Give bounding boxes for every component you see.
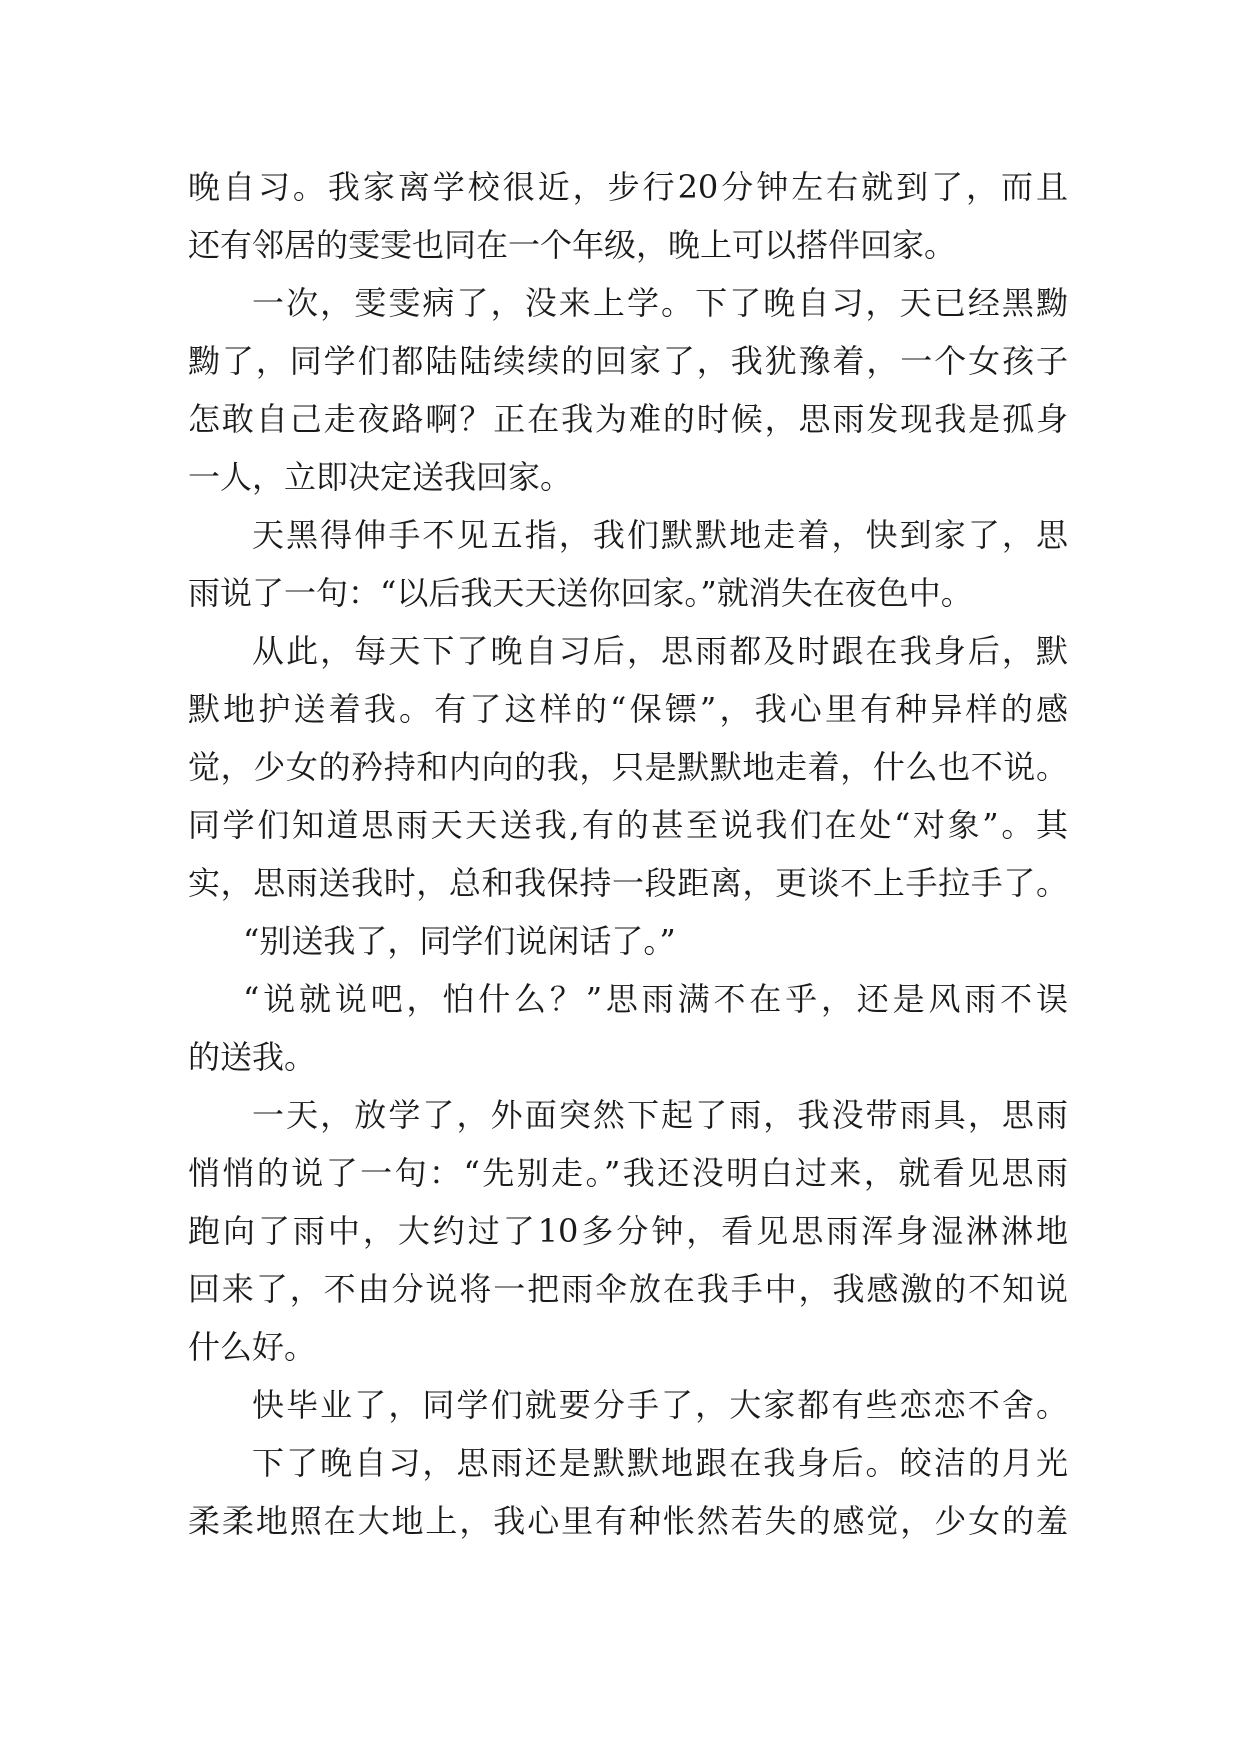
text-line: 还有邻居的雯雯也同在一个年级，晚上可以搭伴回家。 (188, 226, 957, 264)
text-line: 回来了，不由分说将一把雨伞放在我手中，我感激的不知说 (188, 1270, 1068, 1308)
text-line: 柔柔地照在大地上，我心里有种怅然若失的感觉，少女的羞 (188, 1502, 1068, 1540)
text-line: 下了晚自习，思雨还是默默地跟在我身后。皎洁的月光 (252, 1444, 1068, 1482)
text-line: 黝了，同学们都陆陆续续的回家了，我犹豫着，一个女孩子 (188, 342, 1068, 380)
body-text (188, 158, 1068, 1550)
text-line: 一次，雯雯病了，没来上学。下了晚自习，天已经黑黝 (252, 284, 1068, 322)
text-line: 一人，立即决定送我回家。 (188, 458, 573, 496)
text-line: 默地护送着我。有了这样的“保镖”，我心里有种异样的感 (188, 690, 1068, 728)
text-line: 天黑得伸手不见五指，我们默默地走着，快到家了，思 (252, 516, 1068, 554)
text-line: “说就说吧，怕什么？”思雨满不在乎，还是风雨不误 (243, 980, 1068, 1018)
text-line: 快毕业了，同学们就要分手了，大家都有些恋恋不舍。 (252, 1386, 1068, 1424)
text-line: “别送我了，同学们说闲话了。” (243, 922, 676, 960)
text-line: 的送我。 (188, 1038, 317, 1076)
text-line: 什么好。 (188, 1328, 317, 1366)
text-line: 雨说了一句：“以后我天天送你回家。”就消失在夜色中。 (188, 574, 973, 612)
text-line: 一天，放学了，外面突然下起了雨，我没带雨具，思雨 (252, 1096, 1068, 1134)
text-line: 怎敢自己走夜路啊？正在我为难的时候，思雨发现我是孤身 (188, 400, 1068, 438)
text-line: 悄悄的说了一句：“先别走。”我还没明白过来，就看见思雨 (188, 1154, 1068, 1192)
text-line: 跑向了雨中，大约过了10多分钟，看见思雨浑身湿淋淋地 (188, 1212, 1068, 1250)
text-line: 觉，少女的矜持和内向的我，只是默默地走着，什么也不说。 (188, 748, 1068, 786)
text-line: 晚自习。我家离学校很近，步行20分钟左右就到了，而且 (188, 168, 1068, 206)
text-line: 从此，每天下了晚自习后，思雨都及时跟在我身后，默 (252, 632, 1068, 670)
text-line: 同学们知道思雨天天送我,有的甚至说我们在处“对象”。其 (188, 806, 1068, 844)
text-line: 实，思雨送我时，总和我保持一段距离，更谈不上手拉手了。 (188, 864, 1068, 902)
